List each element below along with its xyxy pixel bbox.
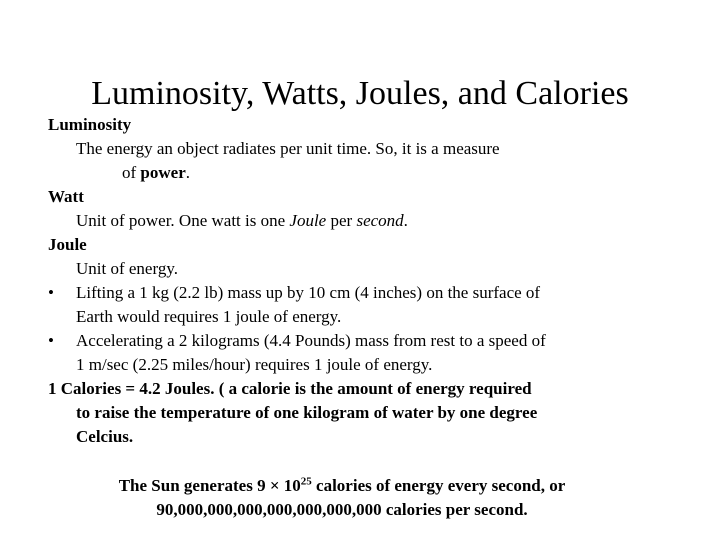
joule-bullet-1 (48, 281, 688, 329)
term-joule: Joule (48, 235, 87, 254)
bullet-icon: • (48, 331, 54, 350)
term-watt: Watt (48, 187, 84, 206)
calories-line1: 1 Calories = 4.2 Joules. ( a calorie is the amount of energy required (48, 379, 532, 398)
bullet-1-line1: Lifting a 1 kg (2.2 lb) mass up by 10 cm (4 inches) on the surface of (76, 283, 541, 302)
joule-definition: Unit of energy. (76, 259, 178, 278)
calories-line3: Celcius. (76, 427, 134, 446)
sun-line1-post: calories of energy every second, or (311, 476, 566, 495)
luminosity-def-pre: of (122, 163, 141, 182)
calories-line2: to raise the temperature of one kilogram of water by one degree (76, 403, 538, 422)
luminosity-def-power: power (140, 163, 186, 182)
sun-line2: 90,000,000,000,000,000,000,000 calories per second. (156, 500, 528, 519)
watt-def-mid: per (326, 211, 357, 230)
sun-statement (0, 474, 684, 522)
watt-def-second: second (356, 211, 404, 230)
bullet-2-line1: Accelerating a 2 kilograms (4.4 Pounds) mass from rest to a speed of (76, 331, 546, 350)
sun-exponent: 25 (300, 475, 312, 488)
watt-def-joule: Joule (289, 211, 327, 230)
joule-bullet-2 (48, 329, 688, 377)
luminosity-definition-line1: The energy an object radiates per unit time. So, it is a measure (76, 139, 500, 158)
term-luminosity: Luminosity (48, 115, 132, 134)
slide-body (48, 113, 688, 449)
sun-line1 (0, 474, 684, 498)
luminosity-def-post: . (185, 163, 190, 182)
slide-title: Luminosity, Watts, Joules, and Calories (91, 75, 629, 112)
sun-line1-pre: The Sun generates 9 × 10 (118, 476, 301, 495)
bullet-2-line2: 1 m/sec (2.25 miles/hour) requires 1 joule of energy. (76, 355, 433, 374)
watt-def-pre: Unit of power. One watt is one (76, 211, 290, 230)
bullet-1-line2: Earth would requires 1 joule of energy. (76, 307, 342, 326)
luminosity-definition-line2 (48, 161, 688, 185)
watt-definition (48, 209, 688, 233)
watt-def-post: . (403, 211, 408, 230)
bullet-icon: • (48, 283, 54, 302)
